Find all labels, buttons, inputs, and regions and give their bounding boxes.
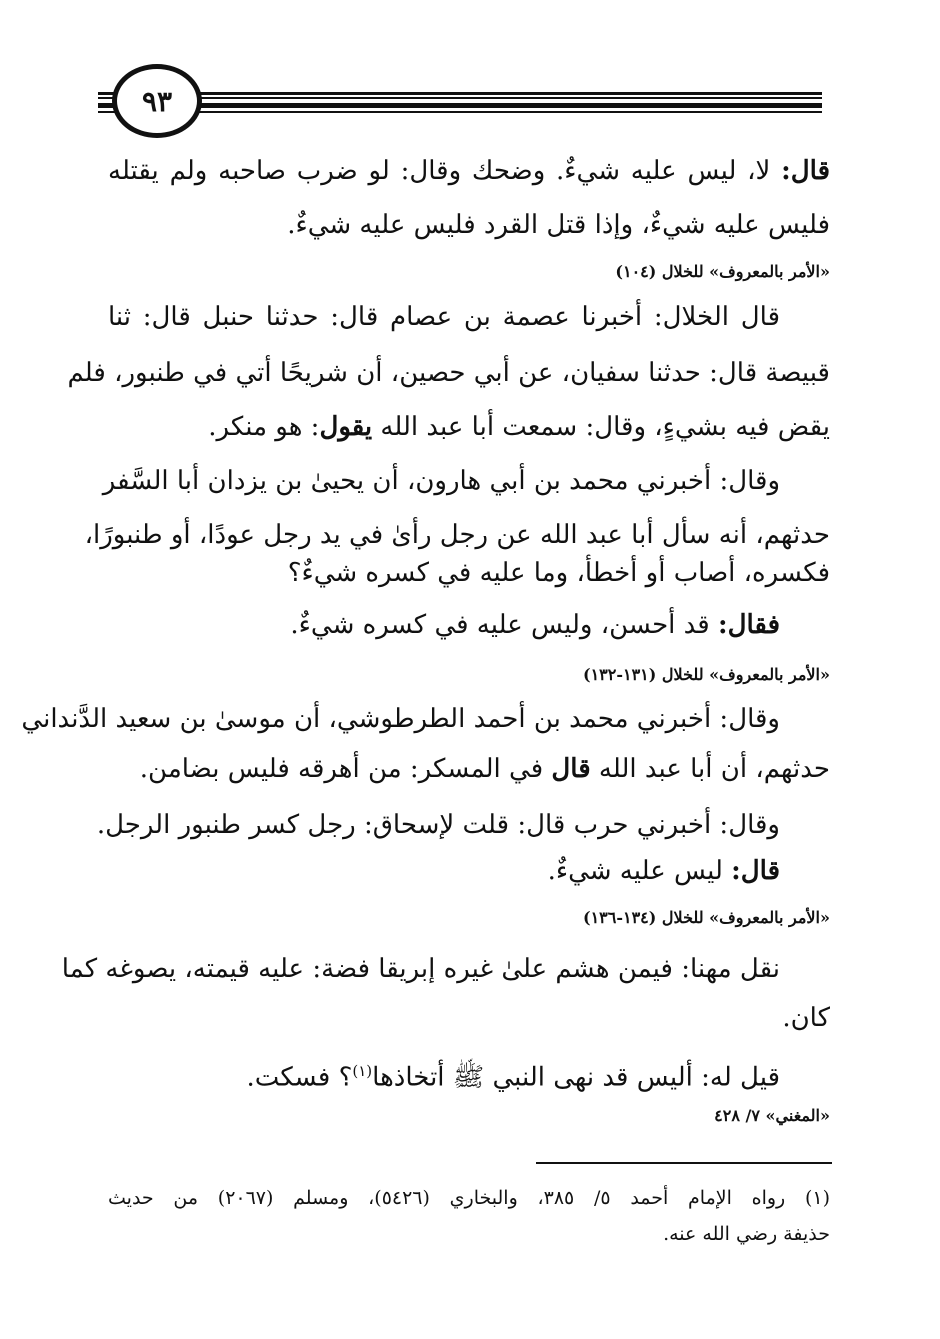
emphasis-word: قال	[551, 754, 591, 784]
source-citation: «الأمر بالمعروف» للخلال (١٣١-١٣٢)	[582, 665, 830, 684]
emphasis-word: يقول	[319, 412, 373, 442]
paragraph-line: كان.	[782, 1003, 830, 1033]
paragraph-line	[108, 600, 780, 650]
paragraph-line	[108, 744, 830, 794]
footnote-line: (١) رواه الإمام أحمد ٥/ ٣٨٥، والبخاري (٥٤٢٦)، ومسلم (٢٠٦٧) من حديث	[108, 1187, 830, 1209]
header-rule-top	[98, 92, 822, 95]
paragraph-text: : هو منكر.	[208, 412, 320, 442]
paragraph-line: حدثهم، أنه سأل أبا عبد الله عن رجل رأىٰ في يد رجل عودًا، أو طنبورًا،	[84, 520, 830, 550]
paragraph-line: وقال: أخبرني محمد بن أبي هارون، أن يحيىٰ بن يزدان أبا السَّفر	[102, 466, 780, 496]
paragraph-text: يقض فيه بشيءٍ، وقال: سمعت أبا عبد الله	[372, 412, 830, 442]
paragraph-line	[108, 1046, 780, 1096]
paragraph-line: فليس عليه شيءٌ، وإذا قتل القرد فليس عليه شيءٌ.	[287, 210, 830, 240]
speaker-label: قال:	[781, 156, 830, 186]
paragraph-line	[108, 146, 830, 196]
header-rule-thin	[98, 97, 822, 99]
paragraph-text: قيل له: أليس قد نهى النبي ﷺ أتخاذها	[372, 1062, 780, 1093]
footnote-separator	[536, 1162, 832, 1164]
paragraph-line	[108, 846, 780, 896]
source-citation: «الأمر بالمعروف» للخلال (١٣٤-١٣٦)	[582, 908, 830, 927]
paragraph-text: ليس عليه شيءٌ.	[547, 856, 732, 886]
paragraph-line: قال الخلال: أخبرنا عصمة بن عصام قال: حدثنا حنبل قال: ثنا	[108, 302, 780, 332]
page-number: ٩٣	[112, 64, 202, 138]
paragraph-text: في المسكر: من أهرقه فليس بضامن.	[139, 754, 552, 784]
source-citation: «الأمر بالمعروف» للخلال (١٠٤)	[615, 262, 830, 281]
footnote-ref[interactable]: (١)	[352, 1062, 373, 1080]
paragraph-text: قد أحسن، وليس عليه في كسره شيءٌ.	[290, 610, 718, 640]
paragraph-line: وقال: أخبرني حرب قال: قلت لإسحاق: رجل كسر طنبور الرجل.	[96, 810, 780, 840]
footnote-line: حذيفة رضي الله عنه.	[663, 1223, 830, 1245]
speaker-label: قال:	[731, 856, 780, 886]
paragraph-line: نقل مهنا: فيمن هشم علىٰ غيره إبريقا فضة: عليه قيمته، يصوغه كما	[61, 954, 780, 984]
source-citation: «المغني» ٧/ ٤٢٨	[714, 1106, 830, 1125]
speaker-label: فقال:	[718, 610, 780, 640]
paragraph-text: حدثهم، أن أبا عبد الله	[590, 754, 830, 784]
paragraph-text: لا، ليس عليه شيءٌ. وضحك وقال: لو ضرب صاحبه ولم يقتله	[108, 156, 782, 186]
header-rule-thick	[98, 103, 822, 108]
paragraph-line: وقال: أخبرني محمد بن أحمد الطرطوشي، أن موسىٰ بن سعيد الدَّنداني	[21, 704, 780, 734]
paragraph-text: ؟ فسكت.	[246, 1062, 353, 1093]
paragraph-line: فكسره، أصاب أو أخطأ، وما عليه في كسره شيءٌ؟	[287, 558, 830, 588]
paragraph-line: قبيصة قال: حدثنا سفيان، عن أبي حصين، أن شريحًا أتي في طنبور، فلم	[67, 358, 830, 388]
paragraph-line	[108, 402, 830, 452]
header-rule-bottom	[98, 111, 822, 113]
